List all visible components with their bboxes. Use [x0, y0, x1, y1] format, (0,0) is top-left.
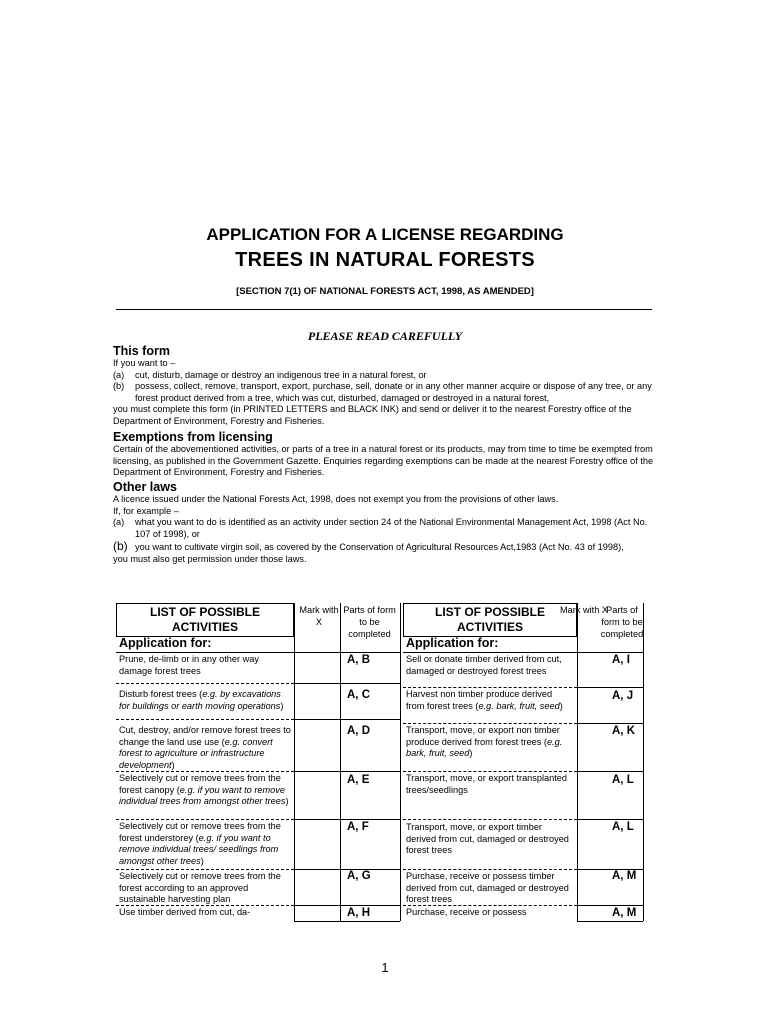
parts-code: A, L	[612, 821, 634, 833]
row-separator	[577, 819, 643, 820]
application-for-left: Application for:	[119, 636, 212, 650]
row-separator	[403, 869, 577, 870]
parts-header-left: Parts of form to be completed	[343, 605, 396, 639]
list-item	[113, 539, 658, 554]
parts-code: A, I	[612, 654, 630, 666]
activity-cell: Transport, move, or export timber derived from cut, damaged or destroyed forest trees	[406, 822, 569, 855]
title-line-1: APPLICATION FOR A LICENSE REGARDING	[206, 225, 564, 244]
item-text: you want to cultivate virgin soil, as covered by the Conservation of Agricultural Resources Act,1983 (Act No. 43 of 1998),	[135, 542, 624, 552]
column-divider	[294, 603, 295, 921]
row-separator	[294, 683, 400, 684]
parts-code: A, D	[347, 725, 370, 737]
activity-cell: Transport, move, or export non timber produce derived from forest trees (e.g. bark, fruit, seed)	[406, 725, 563, 758]
parts-header-right: Parts of form to be completed	[600, 605, 644, 639]
activity-cell: Purchase, receive or possess timber derived from cut, damaged or destroyed forest trees	[406, 871, 569, 904]
parts-code: A, H	[347, 907, 370, 919]
parts-code: A, M	[612, 870, 637, 882]
row-separator	[403, 771, 577, 772]
item-text: possess, collect, remove, transport, export, purchase, sell, donate or in any other manner acquire or dispose of any tree, or any forest product derived from a tree, which was cut, disturbed, damaged or destroyed in a natural forest,	[135, 381, 652, 403]
activity-cell: Sell or donate timber derived from cut, damaged or destroyed forest trees	[406, 654, 562, 676]
activity-cell: Prune, de-limb or in any other way damage forest trees	[119, 654, 259, 676]
list-header-left: LIST OF POSSIBLE ACTIVITIES	[116, 603, 294, 637]
parts-code: A, B	[347, 654, 370, 666]
mark-header-right: Mark with X	[560, 605, 608, 615]
row-separator	[577, 905, 643, 906]
row-separator	[294, 771, 400, 772]
parts-code: A, F	[347, 821, 369, 833]
list-item	[113, 370, 658, 382]
other-laws-section	[113, 480, 658, 565]
exemptions-text: Certain of the abovementioned activities, or parts of a tree in a natural forest or its products, may from time to time be exempted from licensing, as published in the Government Gazette. Enquiries regarding exemptions can be made at the nearest Forestry office of the Department of Environment, Forestry and Fisheries.	[113, 444, 654, 477]
column-divider	[643, 603, 644, 921]
other-laws-outro: you must also get permission under those laws.	[113, 553, 307, 564]
row-separator	[577, 652, 643, 653]
list-item	[113, 517, 658, 540]
row-separator	[403, 652, 577, 653]
row-separator	[577, 921, 643, 922]
row-separator	[116, 869, 294, 870]
divider-line	[116, 309, 652, 310]
this-form-outro: you must complete this form (in PRINTED LETTERS and BLACK INK) and send or deliver it to the nearest Forestry office of the Department of Environment, Forestry and Fisheries.	[113, 404, 632, 426]
row-separator	[294, 921, 400, 922]
activity-cell: Selectively cut or remove trees from the forest understorey (e.g. if you want to remove individual trees/ seedlings from amongst other trees)	[119, 821, 281, 866]
activity-cell: Cut, destroy, and/or remove forest trees to change the land use use (e.g. convert forest to agriculture or infrastructure development)	[119, 725, 291, 770]
parts-code: A, C	[347, 689, 370, 701]
activity-cell: Harvest non timber produce derived from forest trees (e.g. bark, fruit, seed)	[406, 689, 563, 711]
row-separator	[294, 719, 400, 720]
other-laws-line-2: If, for example –	[113, 505, 179, 516]
title-line-2: TREES IN NATURAL FORESTS	[235, 249, 535, 271]
item-label: (a)	[113, 369, 125, 380]
parts-code: A, J	[612, 690, 634, 702]
item-text: cut, disturb, damage or destroy an indigenous tree in a natural forest, or	[135, 369, 427, 380]
row-separator	[294, 819, 400, 820]
item-label: (a)	[113, 517, 125, 527]
parts-code: A, M	[612, 907, 637, 919]
this-form-heading: This form	[113, 344, 170, 358]
row-separator	[116, 652, 294, 653]
item-label: (b)	[113, 381, 125, 391]
row-separator	[577, 771, 643, 772]
exemptions-section	[113, 430, 658, 479]
other-laws-heading: Other laws	[113, 480, 177, 494]
parts-code: A, L	[612, 774, 634, 786]
column-divider	[340, 603, 341, 921]
page-number: 1	[381, 960, 389, 975]
row-separator	[577, 687, 643, 688]
row-separator	[294, 905, 400, 906]
activity-cell: Transport, move, or export transplanted trees/seedlings	[406, 773, 568, 795]
row-separator	[403, 723, 577, 724]
row-separator	[116, 771, 294, 772]
column-divider	[577, 603, 578, 921]
activity-cell: Selectively cut or remove trees from the forest canopy (e.g. if you want to remove individual trees from amongst other trees)	[119, 773, 289, 806]
activity-cell: Disturb forest trees (e.g. by excavations for buildings or earth moving operations)	[119, 689, 284, 711]
row-separator	[116, 819, 294, 820]
column-divider	[400, 603, 401, 921]
row-separator	[116, 719, 294, 720]
read-carefully-note: PLEASE READ CAREFULLY	[307, 329, 463, 343]
activities-table	[116, 603, 643, 921]
row-separator	[294, 652, 400, 653]
row-separator	[403, 819, 577, 820]
row-separator	[403, 687, 577, 688]
item-label: (b)	[113, 539, 128, 553]
parts-code: A, G	[347, 870, 371, 882]
list-item	[113, 381, 658, 404]
other-laws-line-1: A licence issued under the National Forests Act, 1998, does not exempt you from the provisions of other laws.	[113, 494, 559, 504]
mark-header-left: Mark with X	[299, 605, 339, 627]
this-form-intro: If you want to –	[113, 358, 176, 368]
application-for-right: Application for:	[406, 636, 499, 650]
activity-cell: Purchase, receive or possess	[406, 907, 527, 917]
section-reference: [SECTION 7(1) OF NATIONAL FORESTS ACT, 1998, AS AMENDED]	[236, 286, 534, 297]
this-form-section	[113, 344, 658, 427]
activity-cell: Selectively cut or remove trees from the forest according to an approved sustainable harvesting plan	[119, 871, 281, 904]
parts-code: A, K	[612, 725, 635, 737]
exemptions-heading: Exemptions from licensing	[113, 430, 273, 444]
activity-cell: Use timber derived from cut, da-	[119, 907, 251, 917]
row-separator	[116, 683, 294, 684]
list-header-right: LIST OF POSSIBLE ACTIVITIES	[403, 603, 577, 637]
item-text: what you want to do is identified as an activity under section 24 of the National Environmental Management Act, 1998 (Act No. 107 of 1998), or	[135, 517, 648, 539]
row-separator	[577, 723, 643, 724]
parts-code: A, E	[347, 774, 370, 786]
